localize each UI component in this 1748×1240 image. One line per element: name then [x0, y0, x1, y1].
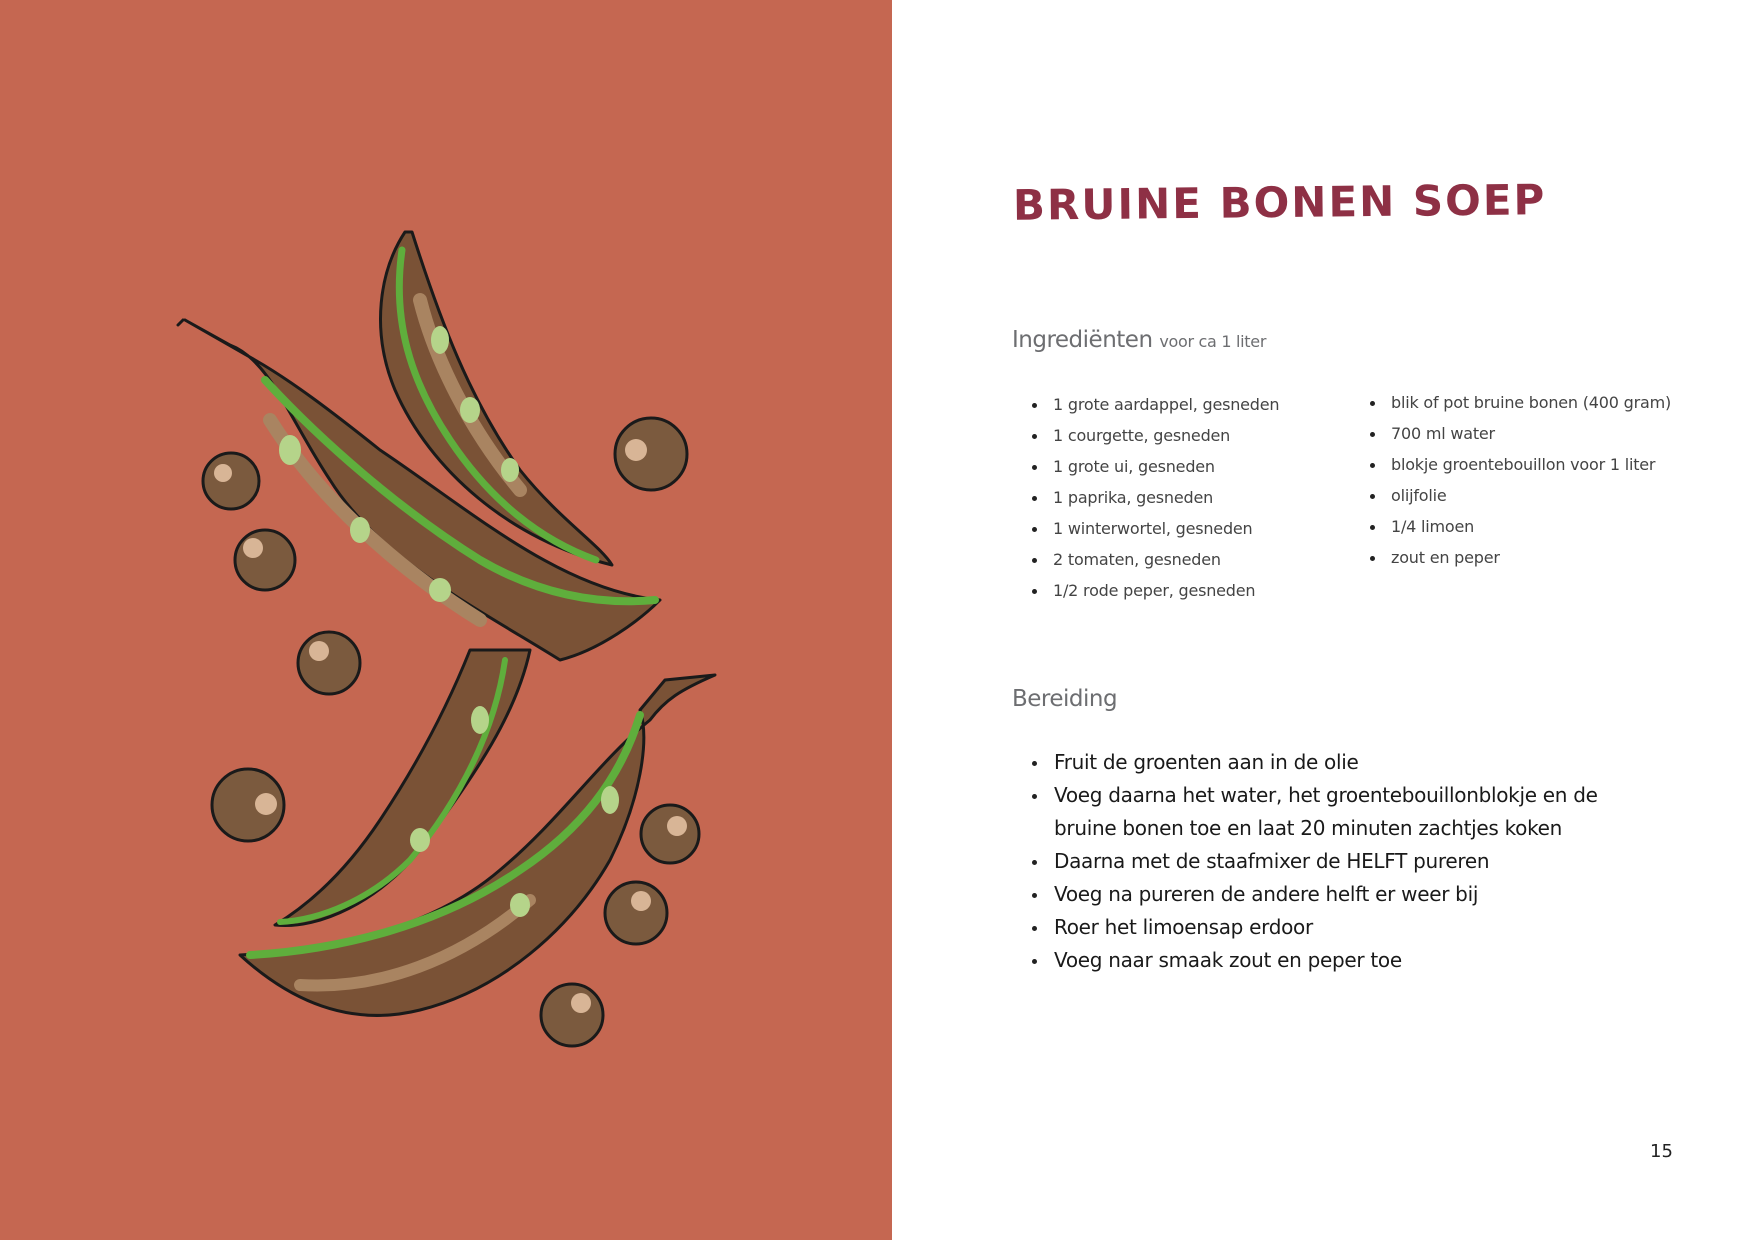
ingredient-item: 1 courgette, gesneden [1032, 420, 1279, 451]
bean-3 [298, 632, 360, 694]
bean-8 [541, 984, 603, 1046]
step-item: Voeg na pureren de andere helft er weer bij [1032, 878, 1652, 911]
preparation-steps [1032, 746, 1652, 977]
bean-2 [235, 530, 295, 590]
ingredients-heading [1012, 327, 1266, 353]
recipe-title: BRUINE BONEN SOEP [1012, 175, 1547, 230]
bean-7 [605, 882, 667, 944]
step-item: Roer het limoensap erdoor [1032, 911, 1652, 944]
step-item: Voeg naar smaak zout en peper toe [1032, 944, 1652, 977]
ingredients-list-left [1032, 389, 1279, 606]
ingredient-item: 1 grote ui, gesneden [1032, 451, 1279, 482]
ingredient-item: 1/4 limoen [1370, 511, 1671, 542]
bean-1 [203, 453, 259, 509]
step-item: Daarna met de staafmixer de HELFT pureren [1032, 845, 1652, 878]
ingredients-heading-label: Ingrediënten [1012, 327, 1153, 353]
step-item: Fruit de groenten aan in de olie [1032, 746, 1652, 779]
ingredient-item: 1/2 rode peper, gesneden [1032, 575, 1279, 606]
ingredient-item: 700 ml water [1370, 418, 1671, 449]
ingredient-item: 2 tomaten, gesneden [1032, 544, 1279, 575]
ingredient-item: 1 winterwortel, gesneden [1032, 513, 1279, 544]
bean-4 [615, 418, 687, 490]
ingredient-item: blik of pot bruine bonen (400 gram) [1370, 387, 1671, 418]
ingredients-list-right [1370, 387, 1671, 573]
ingredient-item: 1 paprika, gesneden [1032, 482, 1279, 513]
ingredient-item: blokje groentebouillon voor 1 liter [1370, 449, 1671, 480]
ingredient-item: 1 grote aardappel, gesneden [1032, 389, 1279, 420]
ingredient-item: zout en peper [1370, 542, 1671, 573]
page-number: 15 [1650, 1141, 1673, 1162]
ingredient-item: olijfolie [1370, 480, 1671, 511]
preparation-heading: Bereiding [1012, 686, 1118, 712]
step-item: Voeg daarna het water, het groentebouillonblokje en de bruine bonen toe en laat 20 minuten zachtjes koken [1032, 779, 1652, 845]
ingredients-subheading: voor ca 1 liter [1159, 332, 1267, 351]
bean-5 [212, 769, 284, 841]
bean-6 [641, 805, 699, 863]
